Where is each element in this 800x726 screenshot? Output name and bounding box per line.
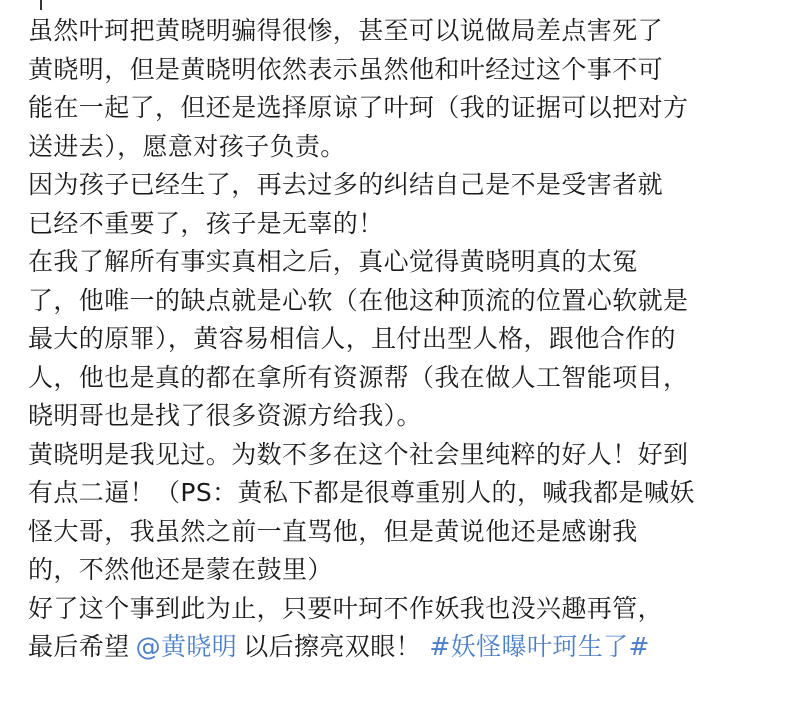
last-line-prefix: 最后希望 <box>28 632 130 661</box>
post-line: 黄晓明是我见过。为数不多在这个社会里纯粹的好人！好到 <box>28 439 689 469</box>
post-line: 人，他也是真的都在拿所有资源帮（我在做人工智能项目， <box>28 362 689 392</box>
post-line: 好了这个事到此为止，只要叶珂不作妖我也没兴趣再管， <box>28 593 664 623</box>
post-line: 了，他唯一的缺点就是心软（在他这种顶流的位置心软就是 <box>28 285 689 315</box>
post-line: 的，不然他还是蒙在鼓里） <box>28 555 333 584</box>
post-line: 黄晓明，但是黄晓明依然表示虽然他和叶经过这个事不可 <box>28 54 664 84</box>
post-line: 在我了解所有事实真相之后，真心觉得黄晓明真的太冤 <box>28 247 638 276</box>
post-line: 虽然叶珂把黄晓明骗得很惨，甚至可以说做局差点害死了 <box>28 16 664 45</box>
top-edge-mark <box>40 0 42 10</box>
post-line: 能在一起了，但还是选择原谅了叶珂（我的证据可以把对方 <box>28 93 689 122</box>
post-line: 有点二逼！（PS：黄私下都是很尊重别人的，喊我都是喊妖 <box>28 478 695 507</box>
post-last-line <box>28 628 788 667</box>
post-line: 最大的原罪），黄容易相信人，且付出型人格，跟他合作的 <box>28 324 676 353</box>
post-line: 送进去），愿意对孩子负责。 <box>28 131 346 161</box>
post-line: 晓明哥也是找了很多资源方给我）。 <box>28 401 422 430</box>
last-line-middle: 以后擦亮双眼！ <box>243 632 422 661</box>
hashtag-link[interactable]: #妖怪曝叶珂生了# <box>429 632 650 661</box>
post-line: 因为孩子已经生了，再去过多的纠结自己是不是受害者就 <box>28 170 664 199</box>
post-line: 已经不重要了，孩子是无辜的！ <box>28 208 384 238</box>
post-line: 怪大哥，我虽然之前一直骂他，但是黄说他还是感谢我 <box>28 516 638 546</box>
user-mention-link[interactable]: @黄晓明 <box>135 632 238 661</box>
post-text <box>28 12 788 667</box>
